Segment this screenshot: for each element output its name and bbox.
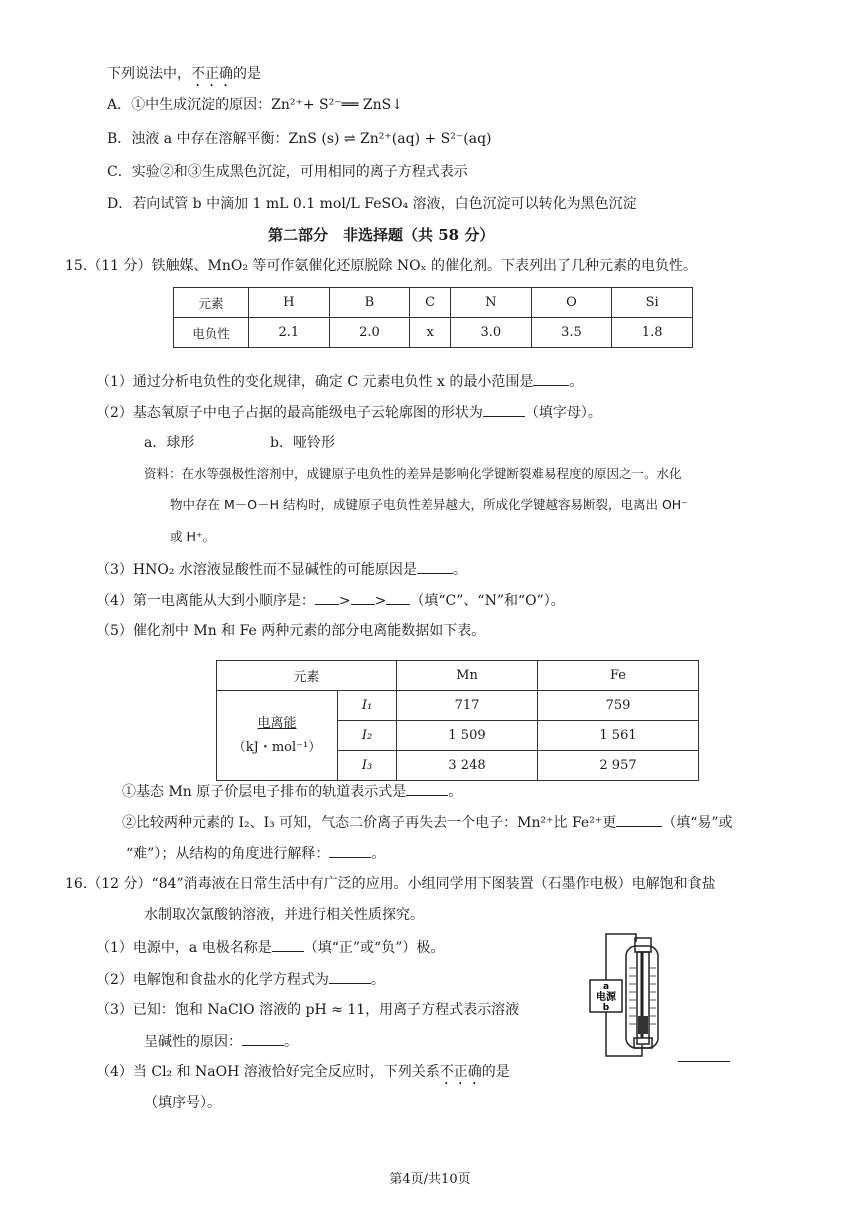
q14-stem: 下列说法中，不正确的是: [107, 66, 261, 82]
q15-part3: （3）HNO₂ 水溶液显酸性而不显碱性的可能原因是 。: [96, 559, 467, 580]
q15-info-line1: 资料：在水等强极性溶剂中，成键原子电负性的差异是影响化学键断裂难易程度的原因之一。水化: [144, 466, 682, 481]
table1-element: Si: [612, 288, 693, 318]
q15-sub1: ①基态 Mn 原子价层电子排布的轨道表示式是 。: [122, 781, 462, 802]
q16-part4-line1: （4）当 Cl₂ 和 NaOH 溶液恰好完全反应时，下列关系不正确的是: [96, 1064, 510, 1080]
q15-part5: （5）催化剂中 Mn 和 Fe 两种元素的部分电离能数据如下表。: [96, 623, 486, 639]
table2-cell: 717: [397, 691, 538, 721]
table2-i1: I₁: [338, 691, 397, 721]
q15-intro: 15.（11 分）铁触媒、MnO₂ 等可作氨催化还原脱除 NOₓ 的催化剂。下表列出了几种元素的电负性。: [65, 258, 697, 274]
q16-intro-line2: 水制取次氯酸钠溶液，并进行相关性质探究。: [144, 907, 424, 923]
q16-part2: （2）电解饱和食盐水的化学方程式为 。: [96, 969, 385, 990]
table2-i2: I₂: [338, 721, 397, 751]
table1-element: O: [531, 288, 612, 318]
q14-option-b: B．浊液 a 中存在溶解平衡：ZnS (s) ⇌ Zn²⁺(aq) + S²⁻(aq): [107, 131, 492, 147]
q15-option-a: a．球形: [144, 435, 195, 451]
table1-element: N: [451, 288, 532, 318]
table1-element: B: [329, 288, 410, 318]
q16-part3-line1: （3）已知：饱和 NaClO 溶液的 pH ≈ 11，用离子方程式表示溶液: [96, 1002, 520, 1018]
electrolysis-apparatus-diagram: [580, 920, 690, 1065]
table1-value-header: 电负性: [174, 318, 249, 348]
q15-part1: （1）通过分析电负性的变化规律，确定 C 元素电负性 x 的最小范围是 。: [96, 371, 583, 392]
table2-cell: 1 561: [538, 721, 699, 751]
q14-option-a: A．①中生成沉淀的原因：Zn²⁺+ S²⁻══ ZnS↓: [107, 97, 404, 113]
table2-cell: 3 248: [397, 751, 538, 781]
q15-part2: （2）基态氧原子中电子占据的最高能级电子云轮廓图的形状为 （填字母）。: [96, 402, 602, 423]
table2-col-mn: Mn: [397, 661, 538, 691]
q14-option-c: C．实验②和③生成黑色沉淀，可用相同的离子方程式表示: [107, 164, 468, 180]
q16-part4-line2: （填序号）。: [144, 1095, 221, 1111]
table1-value: 3.5: [531, 318, 612, 348]
page-footer: 第4页/共10页: [389, 1172, 471, 1187]
q16-part1: （1）电源中，a 电极名称是 （填“正”或“负”）极。: [96, 937, 444, 958]
apparatus-label-power: 电源: [596, 992, 616, 1003]
electronegativity-table: [173, 287, 693, 348]
q16-part3-line2: 呈碱性的原因： 。: [144, 1031, 298, 1052]
q15-option-b: b．哑铃形: [270, 435, 335, 451]
table2-cell: 2 957: [538, 751, 699, 781]
q15-sub3: “难”）；从结构的角度进行解释： 。: [126, 843, 385, 864]
q14-option-d: D．若向试管 b 中滴加 1 mL 0.1 mol/L FeSO₄ 溶液，白色沉淀可以转化为黑色沉淀: [107, 196, 637, 212]
table2-cell: 1 509: [397, 721, 538, 751]
table1-element: C: [410, 288, 451, 318]
table1-value: x: [410, 318, 451, 348]
part2-title: 第二部分 非选择题（共 58 分）: [268, 226, 495, 244]
q15-info-line3: 或 H⁺。: [170, 529, 215, 544]
table1-value: 2.1: [249, 318, 330, 348]
table2-cell: 759: [538, 691, 699, 721]
table2-col-fe: Fe: [538, 661, 699, 691]
q15-info-line2: 物中存在 M－O－H 结构时，成键原子电负性差异越大，所成化学键越容易断裂，电离出 OH⁻: [170, 497, 688, 512]
apparatus-label-b: b: [602, 1003, 610, 1013]
table1-value: 2.0: [329, 318, 410, 348]
table1-value: 1.8: [612, 318, 693, 348]
table1-value: 3.0: [451, 318, 532, 348]
apparatus-label-a: a: [602, 982, 610, 992]
table2-i3: I₃: [338, 751, 397, 781]
q15-sub2: ②比较两种元素的 I₂、I₃ 可知，气态二价离子再失去一个电子：Mn²⁺比 Fe²⁺更 （填“易”或: [122, 812, 733, 833]
ionization-energy-table: [216, 660, 699, 781]
table1-row-header: 元素: [174, 288, 249, 318]
table1-element: H: [249, 288, 330, 318]
table2-row-label: 电离能 （kJ・mol⁻¹）: [217, 691, 338, 781]
table2-header: 元素: [217, 661, 397, 691]
q15-part4: （4）第一电离能从大到小顺序是： > > （填“C”、“N”和“O”）。: [96, 590, 565, 611]
q16-intro-line1: 16.（12 分）“84”消毒液在日常生活中有广泛的应用。小组同学用下图装置（石墨作电极）电解饱和食盐: [65, 876, 716, 892]
